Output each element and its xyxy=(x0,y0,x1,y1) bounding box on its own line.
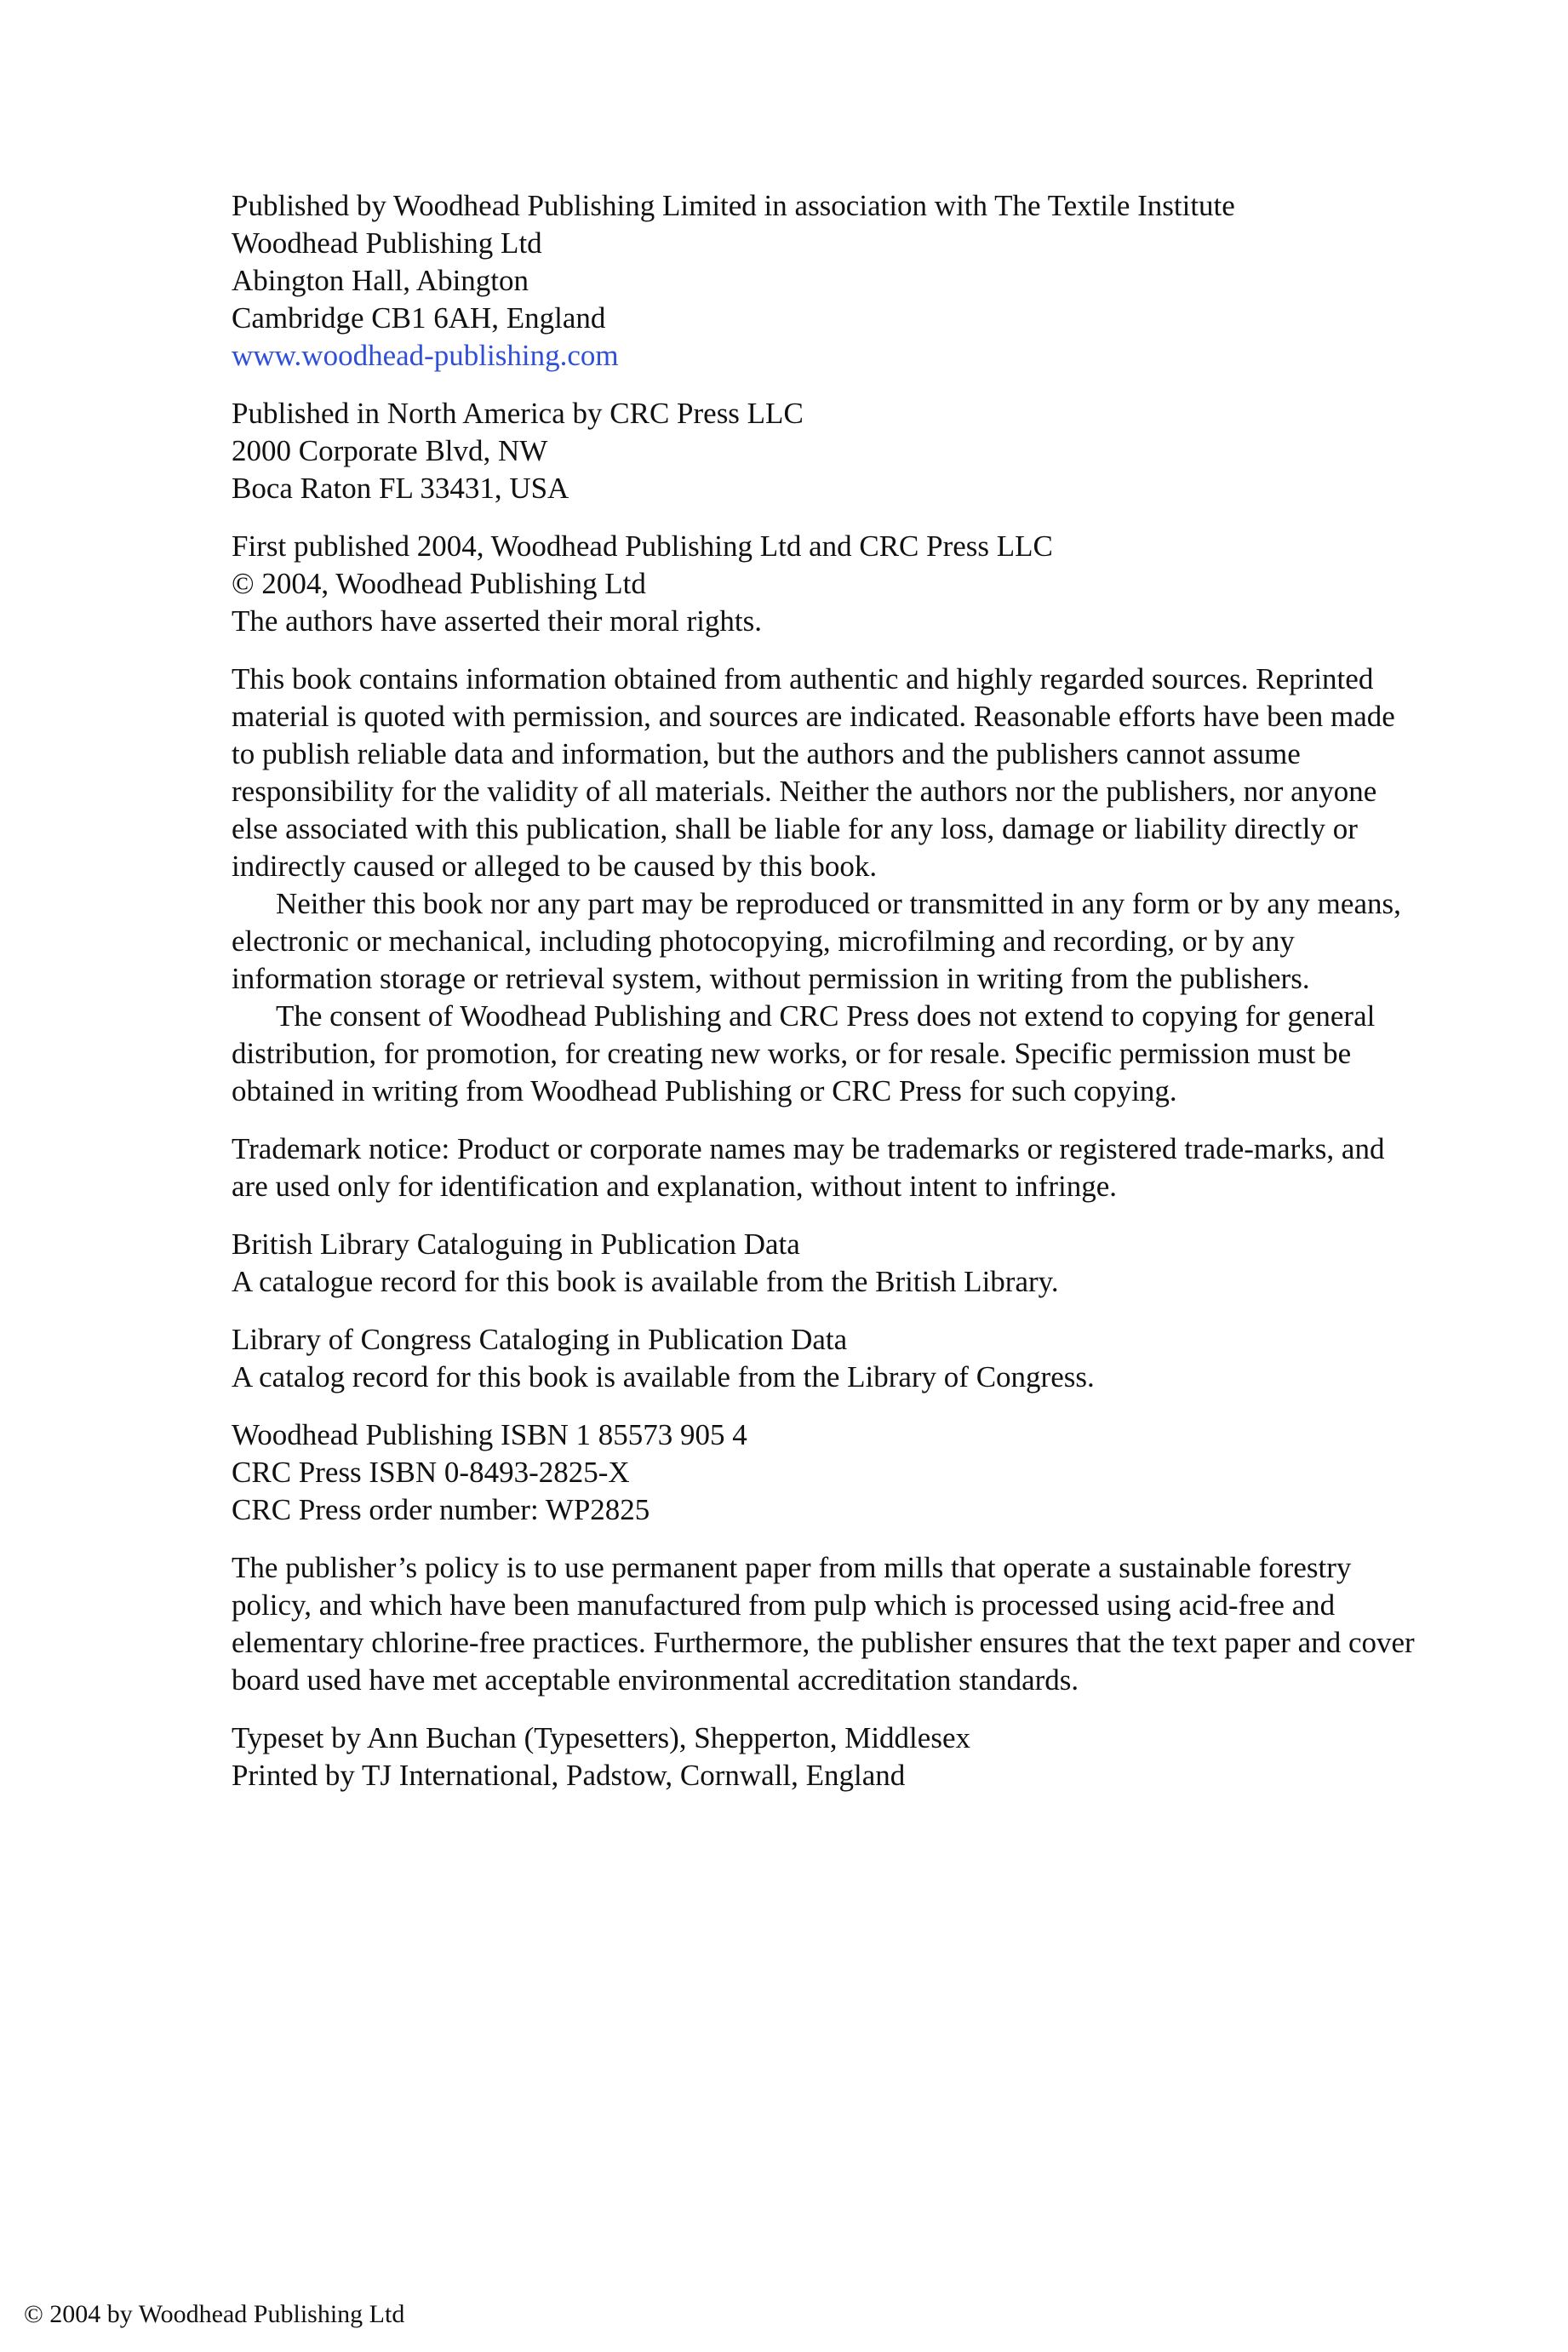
library-of-congress-block xyxy=(232,1321,1423,1396)
publisher-address-city: Cambridge CB1 6AH, England xyxy=(232,301,606,335)
footer-copyright: © 2004 by Woodhead Publishing Ltd xyxy=(24,2300,405,2328)
copyright-statement: © 2004, Woodhead Publishing Ltd xyxy=(232,567,646,600)
first-published-block xyxy=(232,528,1423,640)
british-library-heading: British Library Cataloguing in Publication Data xyxy=(232,1228,800,1261)
paper-policy-block xyxy=(232,1549,1423,1699)
trademark-block xyxy=(232,1130,1423,1205)
publisher-address-line: Abington Hall, Abington xyxy=(232,264,529,297)
copyright-page-content xyxy=(232,187,1423,1815)
printed-credit: Printed by TJ International, Padstow, Cornwall, England xyxy=(232,1759,906,1792)
moral-rights-statement: The authors have asserted their moral rights. xyxy=(232,604,762,638)
north-america-block xyxy=(232,395,1423,507)
publisher-block xyxy=(232,187,1423,375)
paper-policy-paragraph: The publisher’s policy is to use permanent paper from mills that operate a sustainable forestry policy, and which have been manufactured from pulp which is processed using acid-free and elementary chlorine-free practices. Furthermore, the publisher ensures that the text paper and cover board used have met acceptable environmental accreditation standards. xyxy=(232,1551,1415,1697)
publisher-statement: Published by Woodhead Publishing Limited in association with The Textile Institute xyxy=(232,189,1235,222)
consent-paragraph: The consent of Woodhead Publishing and CRC Press does not extend to copying for general distribution, for promotion, for creating new works, or for resale. Specific permission must be obtained in writing from Woodhead Publishing or CRC Press for such copying. xyxy=(232,999,1376,1107)
british-library-block xyxy=(232,1226,1423,1301)
first-published-statement: First published 2004, Woodhead Publishing Ltd and CRC Press LLC xyxy=(232,529,1053,563)
crc-order-number: CRC Press order number: WP2825 xyxy=(232,1493,650,1526)
british-library-record: A catalogue record for this book is available from the British Library. xyxy=(232,1265,1059,1298)
woodhead-isbn: Woodhead Publishing ISBN 1 85573 905 4 xyxy=(232,1418,747,1451)
legal-notice-block xyxy=(232,661,1423,1110)
crc-isbn: CRC Press ISBN 0-8493-2825-X xyxy=(232,1456,630,1489)
publisher-name: Woodhead Publishing Ltd xyxy=(232,226,542,260)
trademark-notice: Trademark notice: Product or corporate names may be trademarks or registered trade-marks, and are used only for identification and explanation, without intent to infringe. xyxy=(232,1132,1385,1203)
isbn-block xyxy=(232,1416,1423,1529)
typeset-credit: Typeset by Ann Buchan (Typesetters), Shepperton, Middlesex xyxy=(232,1721,970,1754)
production-block xyxy=(232,1720,1423,1794)
north-america-address-line: 2000 Corporate Blvd, NW xyxy=(232,434,548,467)
library-of-congress-heading: Library of Congress Cataloging in Publication Data xyxy=(232,1323,848,1356)
publisher-website-link[interactable]: www.woodhead-publishing.com xyxy=(232,339,619,372)
north-america-publisher: Published in North America by CRC Press LLC xyxy=(232,397,804,430)
reproduction-paragraph: Neither this book nor any part may be reproduced or transmitted in any form or by any means, electronic or mechanical, including photocopying, microfilming and recording, or by any information storage or retrieval system, without permission in writing from the publishers. xyxy=(232,887,1401,995)
north-america-address-city: Boca Raton FL 33431, USA xyxy=(232,472,569,505)
library-of-congress-record: A catalog record for this book is available from the Library of Congress. xyxy=(232,1360,1095,1393)
liability-paragraph: This book contains information obtained from authentic and highly regarded sources. Reprinted material is quoted with permission, and sources are indicated. Reasonable efforts have been made to publish reliable data and information, but the authors and the publishers cannot assume responsibility for the validity of all materials. Neither the authors nor the publishers, nor anyone else associated with this publication, shall be liable for any loss, damage or liability directly or indirectly caused or alleged to be caused by this book. xyxy=(232,662,1395,883)
